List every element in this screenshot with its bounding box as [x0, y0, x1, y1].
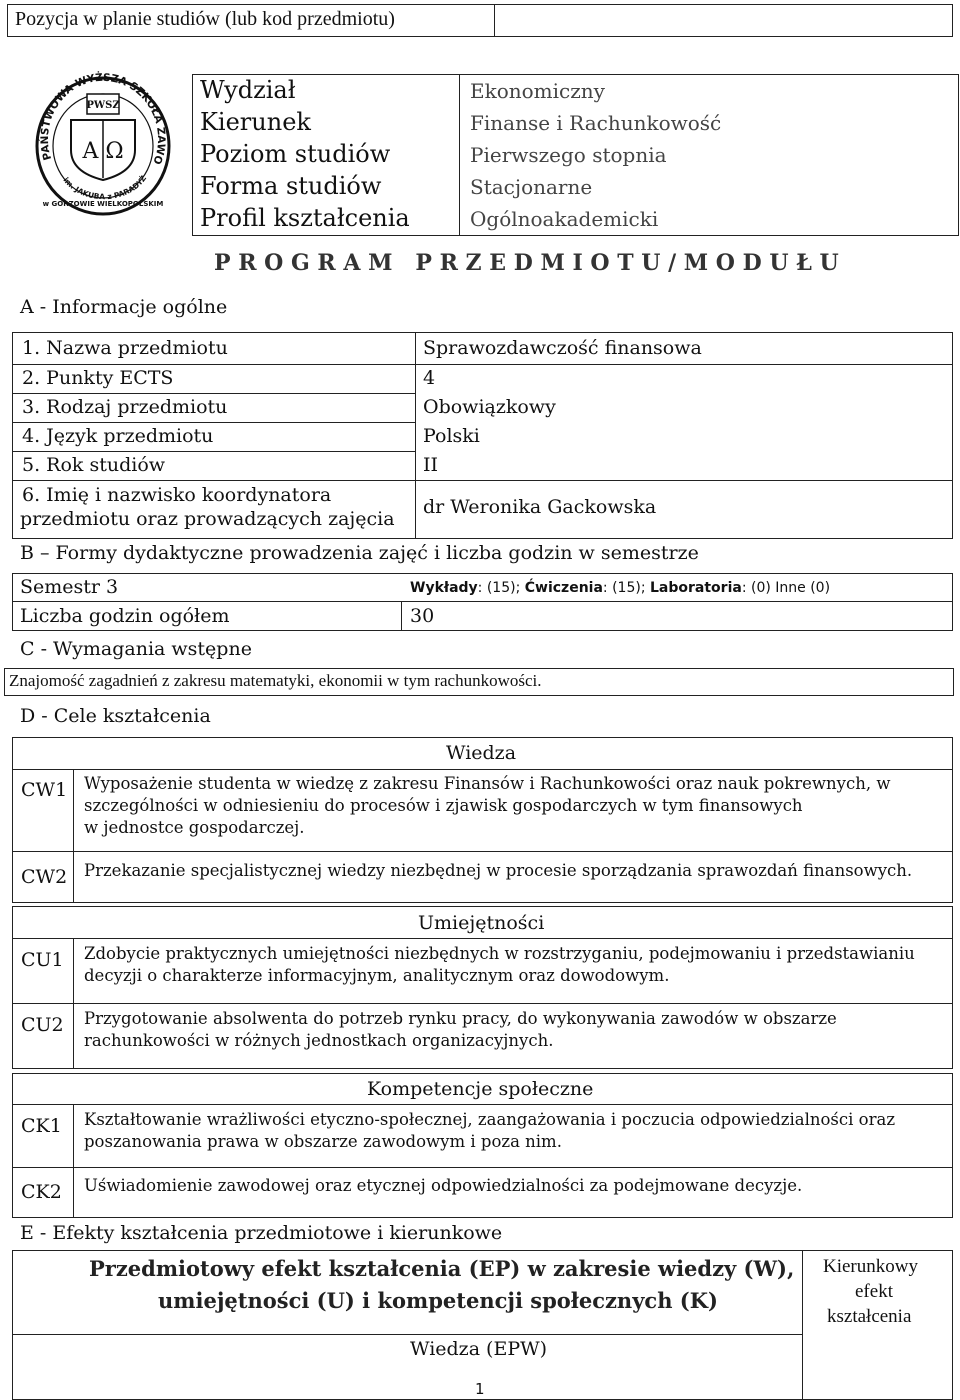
effects-header-line-1: Przedmiotowy efekt kształcenia (EP) w zakresie wiedzy (W),: [89, 1256, 795, 1281]
program-title: P R O G R A M P R Z E D M I O T U / M O D U Ł U: [214, 250, 839, 276]
general-value-ects: 4: [423, 367, 436, 389]
info-label-profile: Profil kształcenia: [200, 204, 410, 232]
umiejetnosci-heading: Umiejętności: [418, 912, 545, 934]
info-label-form: Forma studiów: [200, 172, 382, 200]
labs-value: : (0) Inne (0): [741, 580, 831, 596]
general-value-language: Polski: [423, 425, 480, 447]
ck2-code: CK2: [21, 1181, 62, 1203]
cu2-line-1: Przygotowanie absolwenta do potrzeb rynku pracy, do wykonywania zawodów w obszarze: [84, 1009, 837, 1028]
logo-ring-text: PAŃSTWOWA WYŻSZA SZKOŁA ZAWO: [38, 71, 168, 166]
total-hours-value: 30: [410, 605, 435, 627]
effects-sub-heading: Wiedza (EPW): [410, 1338, 548, 1360]
university-logo: [33, 68, 173, 218]
requirements-text: Znajomość zagadnień z zakresu matematyki, ekonomii w tym rachunkowości.: [9, 671, 542, 690]
general-label-year: 5. Rok studiów: [22, 454, 166, 476]
effects-right-line-3: kształcenia: [827, 1306, 912, 1327]
ck1-line-2: poszanowania prawa w obszarze zawodowym i poza nim.: [84, 1132, 562, 1151]
semester-hours-breakdown: [410, 580, 830, 596]
kompetencje-heading: Kompetencje społeczne: [367, 1078, 594, 1100]
general-label-language: 4. Język przedmiotu: [22, 425, 214, 447]
cw1-line-1: Wyposażenie studenta w wiedzę z zakresu Finansów i Rachunkowości oraz nauk pokrewnych, w: [84, 774, 891, 793]
lectures-label: Wykłady: [410, 580, 478, 596]
section-a-heading: A - Informacje ogólne: [20, 296, 228, 318]
logo-inner-text-1: im. JAKUBA z PARADYŻ: [61, 173, 149, 202]
labs-label: Laboratoria: [650, 580, 742, 596]
logo-inner-text-2: w GORZOWIE WIELKOPOLSKIM: [42, 200, 164, 208]
logo-shield-letters: A Ω: [82, 139, 124, 164]
cu1-line-1: Zdobycie praktycznych umiejętności niezbędnych w rozstrzyganiu, podejmowaniu i przedstawianiu: [84, 944, 915, 963]
cw1-line-2: szczególności w odniesieniu do procesów i zjawisk gospodarczych w tym finansowych: [84, 796, 803, 815]
info-label-field: Kierunek: [200, 108, 311, 136]
info-value-level: Pierwszego stopnia: [470, 143, 667, 167]
exercises-value: : (15);: [602, 580, 650, 596]
total-hours-label: Liczba godzin ogółem: [20, 605, 230, 627]
semester-label: Semestr 3: [20, 576, 119, 598]
coordinator-label-line-1: 6. Imię i nazwisko koordynatora: [22, 484, 332, 506]
cw2-line-1: Przekazanie specjalistycznej wiedzy niezbędnej w procesie sporządzania sprawozdań finansowych.: [84, 861, 913, 880]
coordinator-value: dr Weronika Gackowska: [423, 496, 657, 518]
cw1-line-3: w jednostce gospodarczej.: [84, 818, 305, 837]
general-label-name: 1. Nazwa przedmiotu: [22, 337, 228, 359]
general-value-year: II: [423, 454, 439, 476]
ck1-code: CK1: [21, 1115, 62, 1137]
lectures-value: : (15);: [477, 580, 525, 596]
plan-position-label: Pozycja w planie studiów (lub kod przedmiotu): [15, 8, 395, 30]
info-value-profile: Ogólnoakademicki: [470, 207, 659, 231]
cw1-code: CW1: [21, 779, 68, 801]
logo-monogram: PWSZ: [86, 100, 120, 111]
info-value-faculty: Ekonomiczny: [470, 79, 605, 103]
info-label-faculty: Wydział: [200, 76, 296, 104]
page-number: 1: [475, 1380, 485, 1398]
section-c-heading: C - Wymagania wstępne: [20, 638, 252, 660]
coordinator-label-line-2: przedmiotu oraz prowadzących zajęcia: [20, 508, 395, 530]
general-value-name: Sprawozdawczość finansowa: [423, 337, 702, 359]
section-d-heading: D - Cele kształcenia: [20, 705, 211, 727]
section-e-heading: E - Efekty kształcenia przedmiotowe i kierunkowe: [20, 1222, 503, 1244]
general-label-ects: 2. Punkty ECTS: [22, 367, 174, 389]
cu1-line-2: decyzji o charakterze informacyjnym, analitycznym oraz dowodowym.: [84, 966, 670, 985]
plan-position-value-cell: [494, 4, 953, 37]
info-value-form: Stacjonarne: [470, 175, 593, 199]
section-b-heading: B – Formy dydaktyczne prowadzenia zajęć i liczba godzin w semestrze: [20, 542, 699, 564]
effects-header-line-2: umiejętności (U) i kompetencji społecznych (K): [158, 1288, 718, 1313]
info-label-level: Poziom studiów: [200, 140, 391, 168]
cu2-line-2: rachunkowości w różnych jednostkach organizacyjnych.: [84, 1031, 554, 1050]
cu2-code: CU2: [21, 1014, 64, 1036]
ck1-line-1: Kształtowanie wrażliwości etyczno-społecznej, zaangażowania i poczucia odpowiedzialności oraz: [84, 1110, 896, 1129]
cu1-code: CU1: [21, 949, 64, 971]
ck2-line-1: Uświadomienie zawodowej oraz etycznej odpowiedzialności za podejmowane decyzje.: [84, 1176, 803, 1195]
wiedza-heading: Wiedza: [446, 742, 517, 764]
general-value-type: Obowiązkowy: [423, 396, 556, 418]
exercises-label: Ćwiczenia: [524, 580, 603, 596]
general-label-type: 3. Rodzaj przedmiotu: [22, 396, 228, 418]
info-value-field: Finanse i Rachunkowość: [470, 111, 722, 135]
effects-right-line-1: Kierunkowy: [823, 1256, 918, 1277]
cw2-code: CW2: [21, 866, 68, 888]
effects-right-line-2: efekt: [855, 1281, 893, 1302]
